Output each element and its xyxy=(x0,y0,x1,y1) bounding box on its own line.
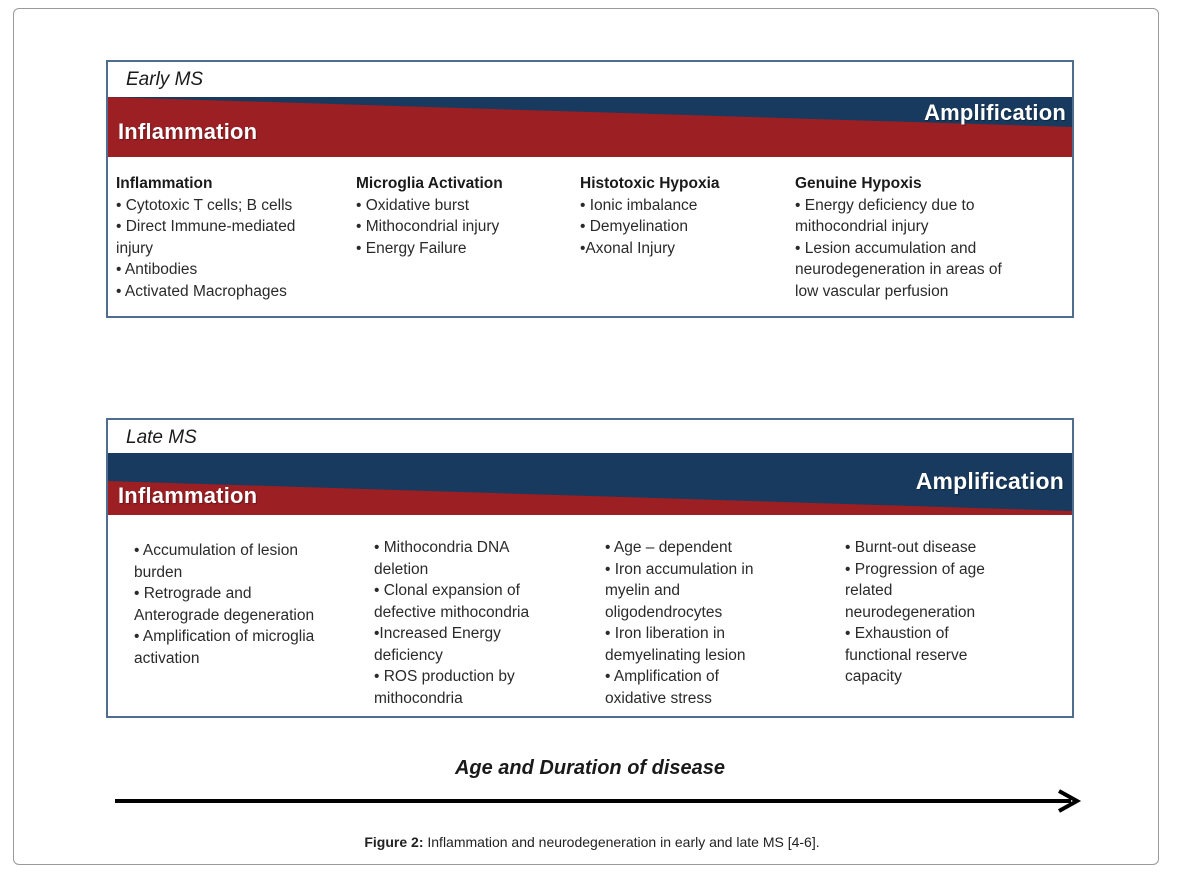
late-column-2-item: • Clonal expansion of xyxy=(374,582,520,599)
early-column-4 xyxy=(795,173,1002,302)
early-column-1-item: • Activated Macrophages xyxy=(116,282,287,300)
late-column-1-item: • Amplification of microglia xyxy=(134,628,315,645)
late-column-1 xyxy=(134,540,314,669)
early-ms-title: Early MS xyxy=(126,69,204,90)
axis-label-text: Age and Duration of disease xyxy=(454,757,726,779)
axis-label xyxy=(0,757,1184,780)
early-column-4-item: neurodegeneration in areas of xyxy=(795,261,1002,278)
early-column-1-item: • Antibodies xyxy=(116,261,198,278)
late-column-4-item: • Progression of age xyxy=(845,560,985,578)
early-column-1-item: • Cytotoxic T cells; B cells xyxy=(116,196,293,214)
late-column-4-item: functional reserve xyxy=(845,646,968,664)
time-arrow xyxy=(115,788,1085,814)
late-column-4-item: • Exhaustion of xyxy=(845,625,949,642)
late-column-2-item: mithocondria xyxy=(374,689,463,707)
early-amplification-label: Amplification xyxy=(924,100,1066,125)
late-column-2-item: defective mithocondria xyxy=(374,603,530,621)
early-column-1 xyxy=(116,173,295,302)
late-column-3-item: • Iron liberation in xyxy=(605,625,726,642)
late-column-2-item: deletion xyxy=(374,560,429,578)
early-column-4-item: • Energy deficiency due to xyxy=(795,196,975,214)
late-column-2-item: • ROS production by xyxy=(374,668,515,685)
late-column-2-item: •Increased Energy xyxy=(374,625,501,642)
late-column-4 xyxy=(845,537,985,688)
late-column-1-item: • Retrograde and xyxy=(134,585,252,602)
late-column-2-item: deficiency xyxy=(374,646,443,664)
late-column-3-item: • Iron accumulation in xyxy=(605,560,754,578)
early-column-4-item: low vascular perfusion xyxy=(795,282,949,300)
early-column-2-item: • Energy Failure xyxy=(356,239,467,257)
caption-label: Figure 2: xyxy=(364,834,424,850)
late-column-3-item: oxidative stress xyxy=(605,689,712,707)
late-column-4-item: • Burnt-out disease xyxy=(845,539,977,556)
early-column-2-heading: Microglia Activation xyxy=(356,175,503,192)
late-column-3-item: myelin and xyxy=(605,582,680,599)
early-column-4-item: mithocondrial injury xyxy=(795,218,929,235)
late-column-4-item: related xyxy=(845,582,893,599)
late-column-1-item: Anterograde degeneration xyxy=(134,606,315,624)
early-column-4-heading: Genuine Hypoxis xyxy=(795,175,922,192)
late-column-3 xyxy=(605,537,753,709)
late-column-4-item: neurodegeneration xyxy=(845,603,976,621)
late-column-3-item: demyelinating lesion xyxy=(605,646,746,664)
early-column-3-item: • Demyelination xyxy=(580,218,688,235)
late-column-2-item: • Mithocondria DNA xyxy=(374,539,510,556)
early-inflammation-label: Inflammation xyxy=(118,119,258,144)
late-amplification-label: Amplification xyxy=(915,468,1064,494)
early-column-3-item: •Axonal Injury xyxy=(580,239,676,257)
early-column-2 xyxy=(356,173,503,259)
late-column-1-item: • Accumulation of lesion xyxy=(134,542,298,559)
late-column-3-item: oligodendrocytes xyxy=(605,603,723,621)
late-column-3-item: • Age – dependent xyxy=(605,539,732,556)
late-column-1-item: burden xyxy=(134,563,183,581)
early-column-1-heading: Inflammation xyxy=(116,175,213,192)
early-column-2-item: • Oxidative burst xyxy=(356,196,470,214)
late-ms-title: Late MS xyxy=(126,427,197,448)
late-column-2 xyxy=(374,537,529,709)
late-column-3-item: • Amplification of xyxy=(605,668,719,685)
late-inflammation-label: Inflammation xyxy=(118,483,258,508)
early-column-3-heading: Histotoxic Hypoxia xyxy=(580,175,720,192)
late-column-1-item: activation xyxy=(134,649,200,667)
caption-text: Inflammation and neurodegeneration in early and late MS [4-6]. xyxy=(423,834,820,850)
early-ms-panel xyxy=(106,60,1074,318)
early-column-2-item: • Mithocondrial injury xyxy=(356,218,500,235)
early-column-4-item: • Lesion accumulation and xyxy=(795,239,977,257)
early-column-3 xyxy=(580,173,720,259)
early-column-1-item: injury xyxy=(116,239,154,257)
late-column-4-item: capacity xyxy=(845,668,902,685)
figure-caption xyxy=(0,834,1184,850)
late-ms-panel xyxy=(106,418,1074,718)
early-column-3-item: • Ionic imbalance xyxy=(580,196,698,214)
early-column-1-item: • Direct Immune-mediated xyxy=(116,218,296,235)
